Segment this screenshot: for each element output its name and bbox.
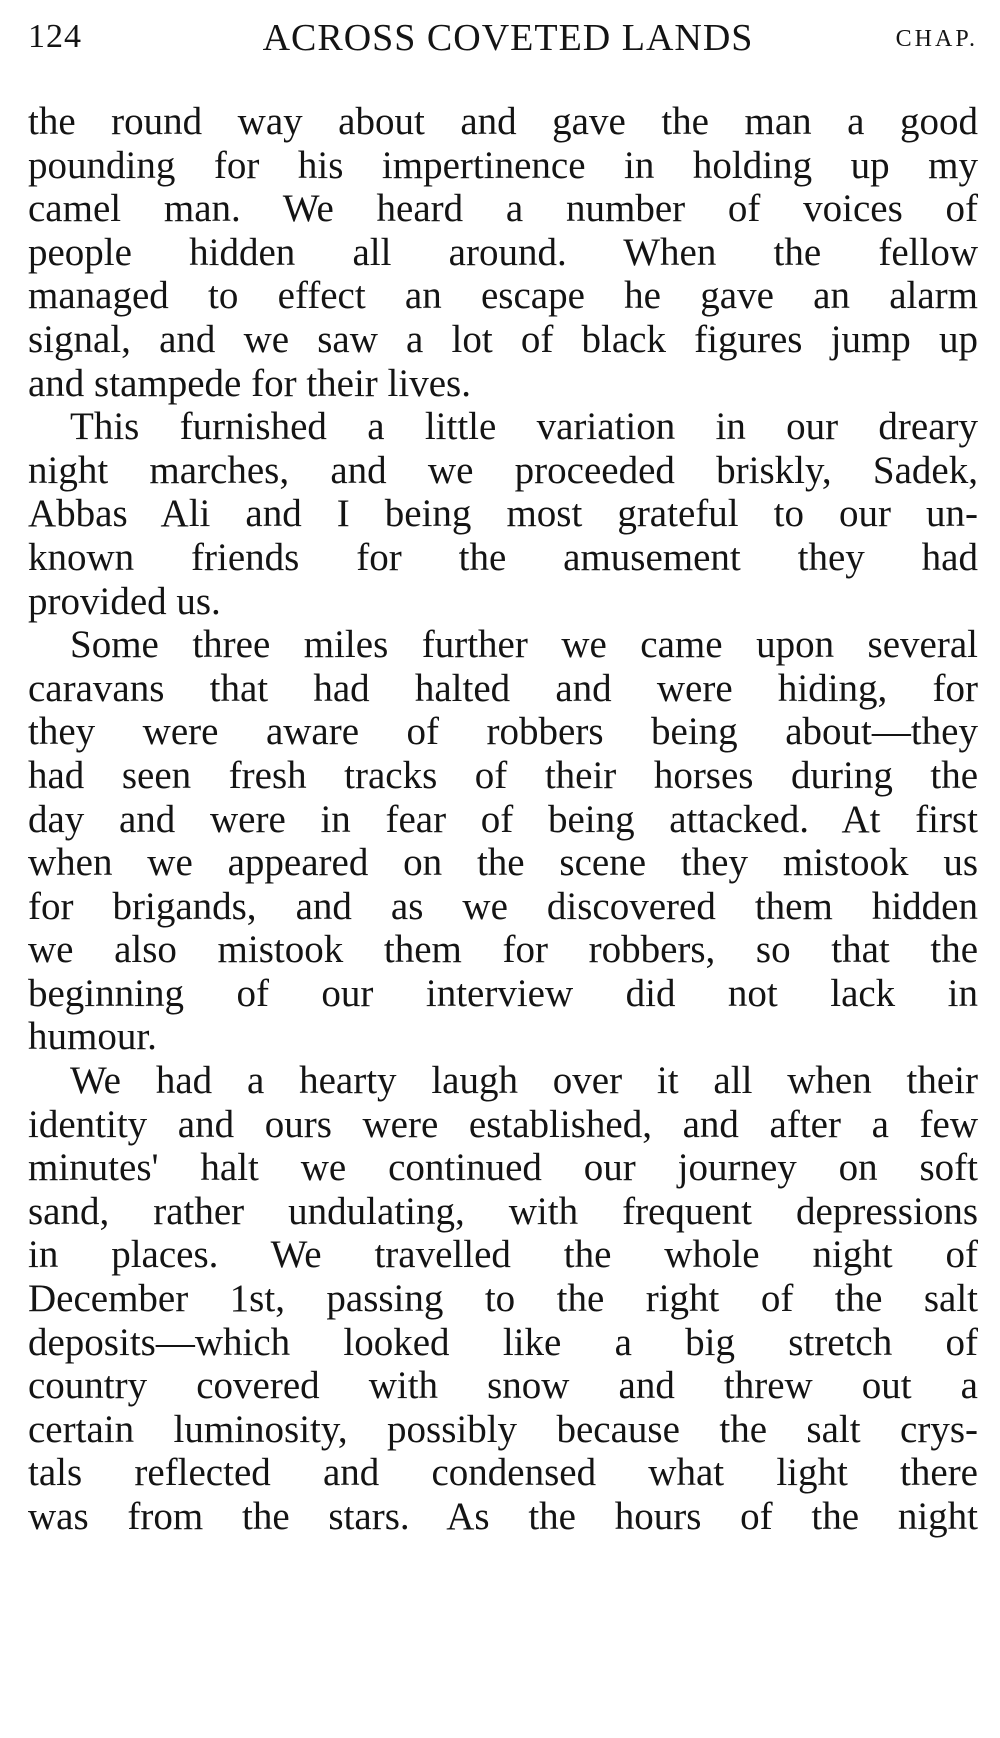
text-line: signal, and we saw a lot of black figures jump up [28, 317, 978, 361]
text-line: December 1st, passing to the right of the salt [28, 1277, 978, 1321]
text-line: identity and ours were established, and after a few [28, 1102, 978, 1146]
text-line: caravans that had halted and were hiding, for [28, 666, 978, 710]
text-line: they were aware of robbers being about—they [28, 710, 978, 754]
text-line: people hidden all around. When the fellow [28, 230, 978, 274]
paragraph-end-line: humour. [28, 1015, 157, 1059]
text-line: for brigands, and as we discovered them hidden [28, 884, 978, 928]
text-line: when we appeared on the scene they mistook us [28, 841, 978, 885]
text-line: managed to effect an escape he gave an alarm [28, 274, 978, 318]
text-line: had seen fresh tracks of their horses during the [28, 753, 978, 797]
text-line: was from the stars. As the hours of the night [28, 1495, 978, 1538]
text-line: camel man. We heard a number of voices of [28, 187, 978, 231]
text-line: deposits—which looked like a big stretch of [28, 1320, 978, 1364]
running-title: ACROSS COVETED LANDS [262, 17, 754, 59]
text-line: known friends for the amusement they had [28, 535, 978, 579]
paragraph-end-line: and stampede for their lives. [28, 361, 471, 405]
body-text [28, 100, 978, 1539]
chapter-label: CHAP. [895, 26, 978, 52]
paragraph-start-line: Some three miles further we came upon several [70, 623, 978, 667]
text-line: we also mistook them for robbers, so that the [28, 928, 978, 972]
paragraph-start-line: We had a hearty laugh over it all when their [70, 1059, 978, 1103]
text-line: night marches, and we proceeded briskly, Sadek, [28, 448, 978, 492]
page-number: 124 [28, 18, 82, 55]
text-line: pounding for his impertinence in holding up my [28, 143, 978, 187]
paragraph-start-line: This furnished a little variation in our dreary [70, 405, 978, 449]
text-line: minutes' halt we continued our journey on soft [28, 1146, 978, 1190]
text-line: the round way about and gave the man a good [28, 100, 978, 143]
paragraph-end-line: provided us. [28, 579, 221, 623]
text-line: beginning of our interview did not lack in [28, 971, 978, 1015]
text-line: in places. We travelled the whole night of [28, 1233, 978, 1277]
text-line: day and were in fear of being attacked. At first [28, 797, 978, 841]
text-line: country covered with snow and threw out a [28, 1364, 978, 1408]
running-head [28, 8, 978, 68]
text-line: certain luminosity, possibly because the salt crys- [28, 1407, 978, 1451]
text-line: Abbas Ali and I being most grateful to our un- [28, 492, 978, 536]
text-line: tals reflected and condensed what light there [28, 1451, 978, 1495]
text-line: sand, rather undulating, with frequent depressions [28, 1189, 978, 1233]
